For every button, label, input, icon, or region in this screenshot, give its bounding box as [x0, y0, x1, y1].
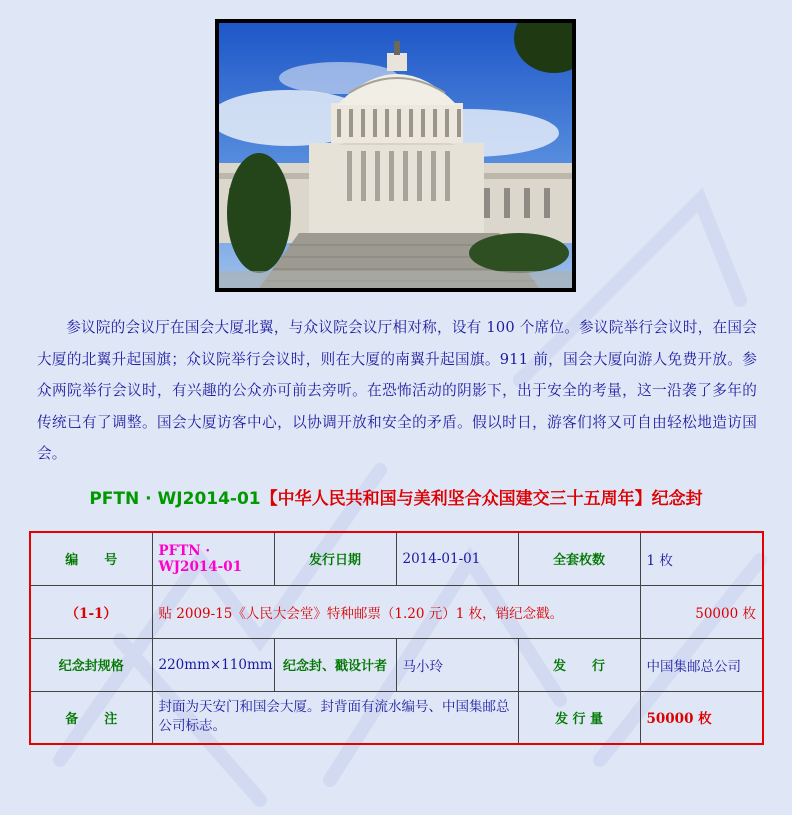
item-quantity: 50000 枚 — [640, 585, 763, 638]
capitol-building-photo — [219, 23, 572, 288]
volume-value: 50000 枚 — [640, 691, 763, 744]
cover-code: PFTN · WJ2014-01 — [89, 489, 261, 509]
number-label: 编 号 — [30, 532, 152, 585]
capitol-photo-frame — [215, 19, 576, 292]
designer-value: 马小玲 — [396, 638, 518, 691]
volume-label: 发 行 量 — [518, 691, 640, 744]
spec-value: 220mm×110mm — [152, 638, 274, 691]
table-row — [30, 532, 763, 585]
cover-title — [0, 482, 792, 516]
set-count-label: 全套枚数 — [518, 532, 640, 585]
number-value: PFTN · WJ2014-01 — [152, 532, 274, 585]
remark-value: 封面为天安门和国会大厦。封背面有流水编号、中国集邮总公司标志。 — [152, 691, 518, 744]
set-count-value: 1 枚 — [640, 532, 763, 585]
item-number-label: （1-1） — [30, 585, 152, 638]
issuer-label: 发 行 — [518, 638, 640, 691]
cover-info-table — [29, 531, 764, 745]
table-row — [30, 691, 763, 744]
remark-label: 备 注 — [30, 691, 152, 744]
item-description: 贴 2009-15《人民大会堂》特种邮票（1.20 元）1 枚，销纪念戳。 — [152, 585, 640, 638]
article-paragraph: 参议院的会议厅在国会大厦北翼，与众议院会议厅相对称，设有 100 个席位。参议院举行会议时，在国会大厦的北翼升起国旗；众议院举行会议时，则在大厦的南翼升起国旗。911 前，国会大厦向游人免费开放。参众两院举行会议时，有兴趣的公众亦可前去旁听。在恐怖活动的阴影下，出于安全的考量，这一沿袭了多年的传统已有了调整。国会大厦访客中心，以协调开放和安全的矛盾。假以时日，游客们将又可自由轻松地造访国会。 — [37, 319, 757, 463]
issue-date-label: 发行日期 — [274, 532, 396, 585]
designer-label: 纪念封、戳设计者 — [274, 638, 396, 691]
issue-date-value: 2014-01-01 — [396, 532, 518, 585]
issuer-value: 中国集邮总公司 — [640, 638, 763, 691]
table-row — [30, 638, 763, 691]
table-row — [30, 585, 763, 638]
cover-name: 【中华人民共和国与美利坚合众国建交三十五周年】纪念封 — [260, 489, 703, 509]
spec-label: 纪念封规格 — [30, 638, 152, 691]
